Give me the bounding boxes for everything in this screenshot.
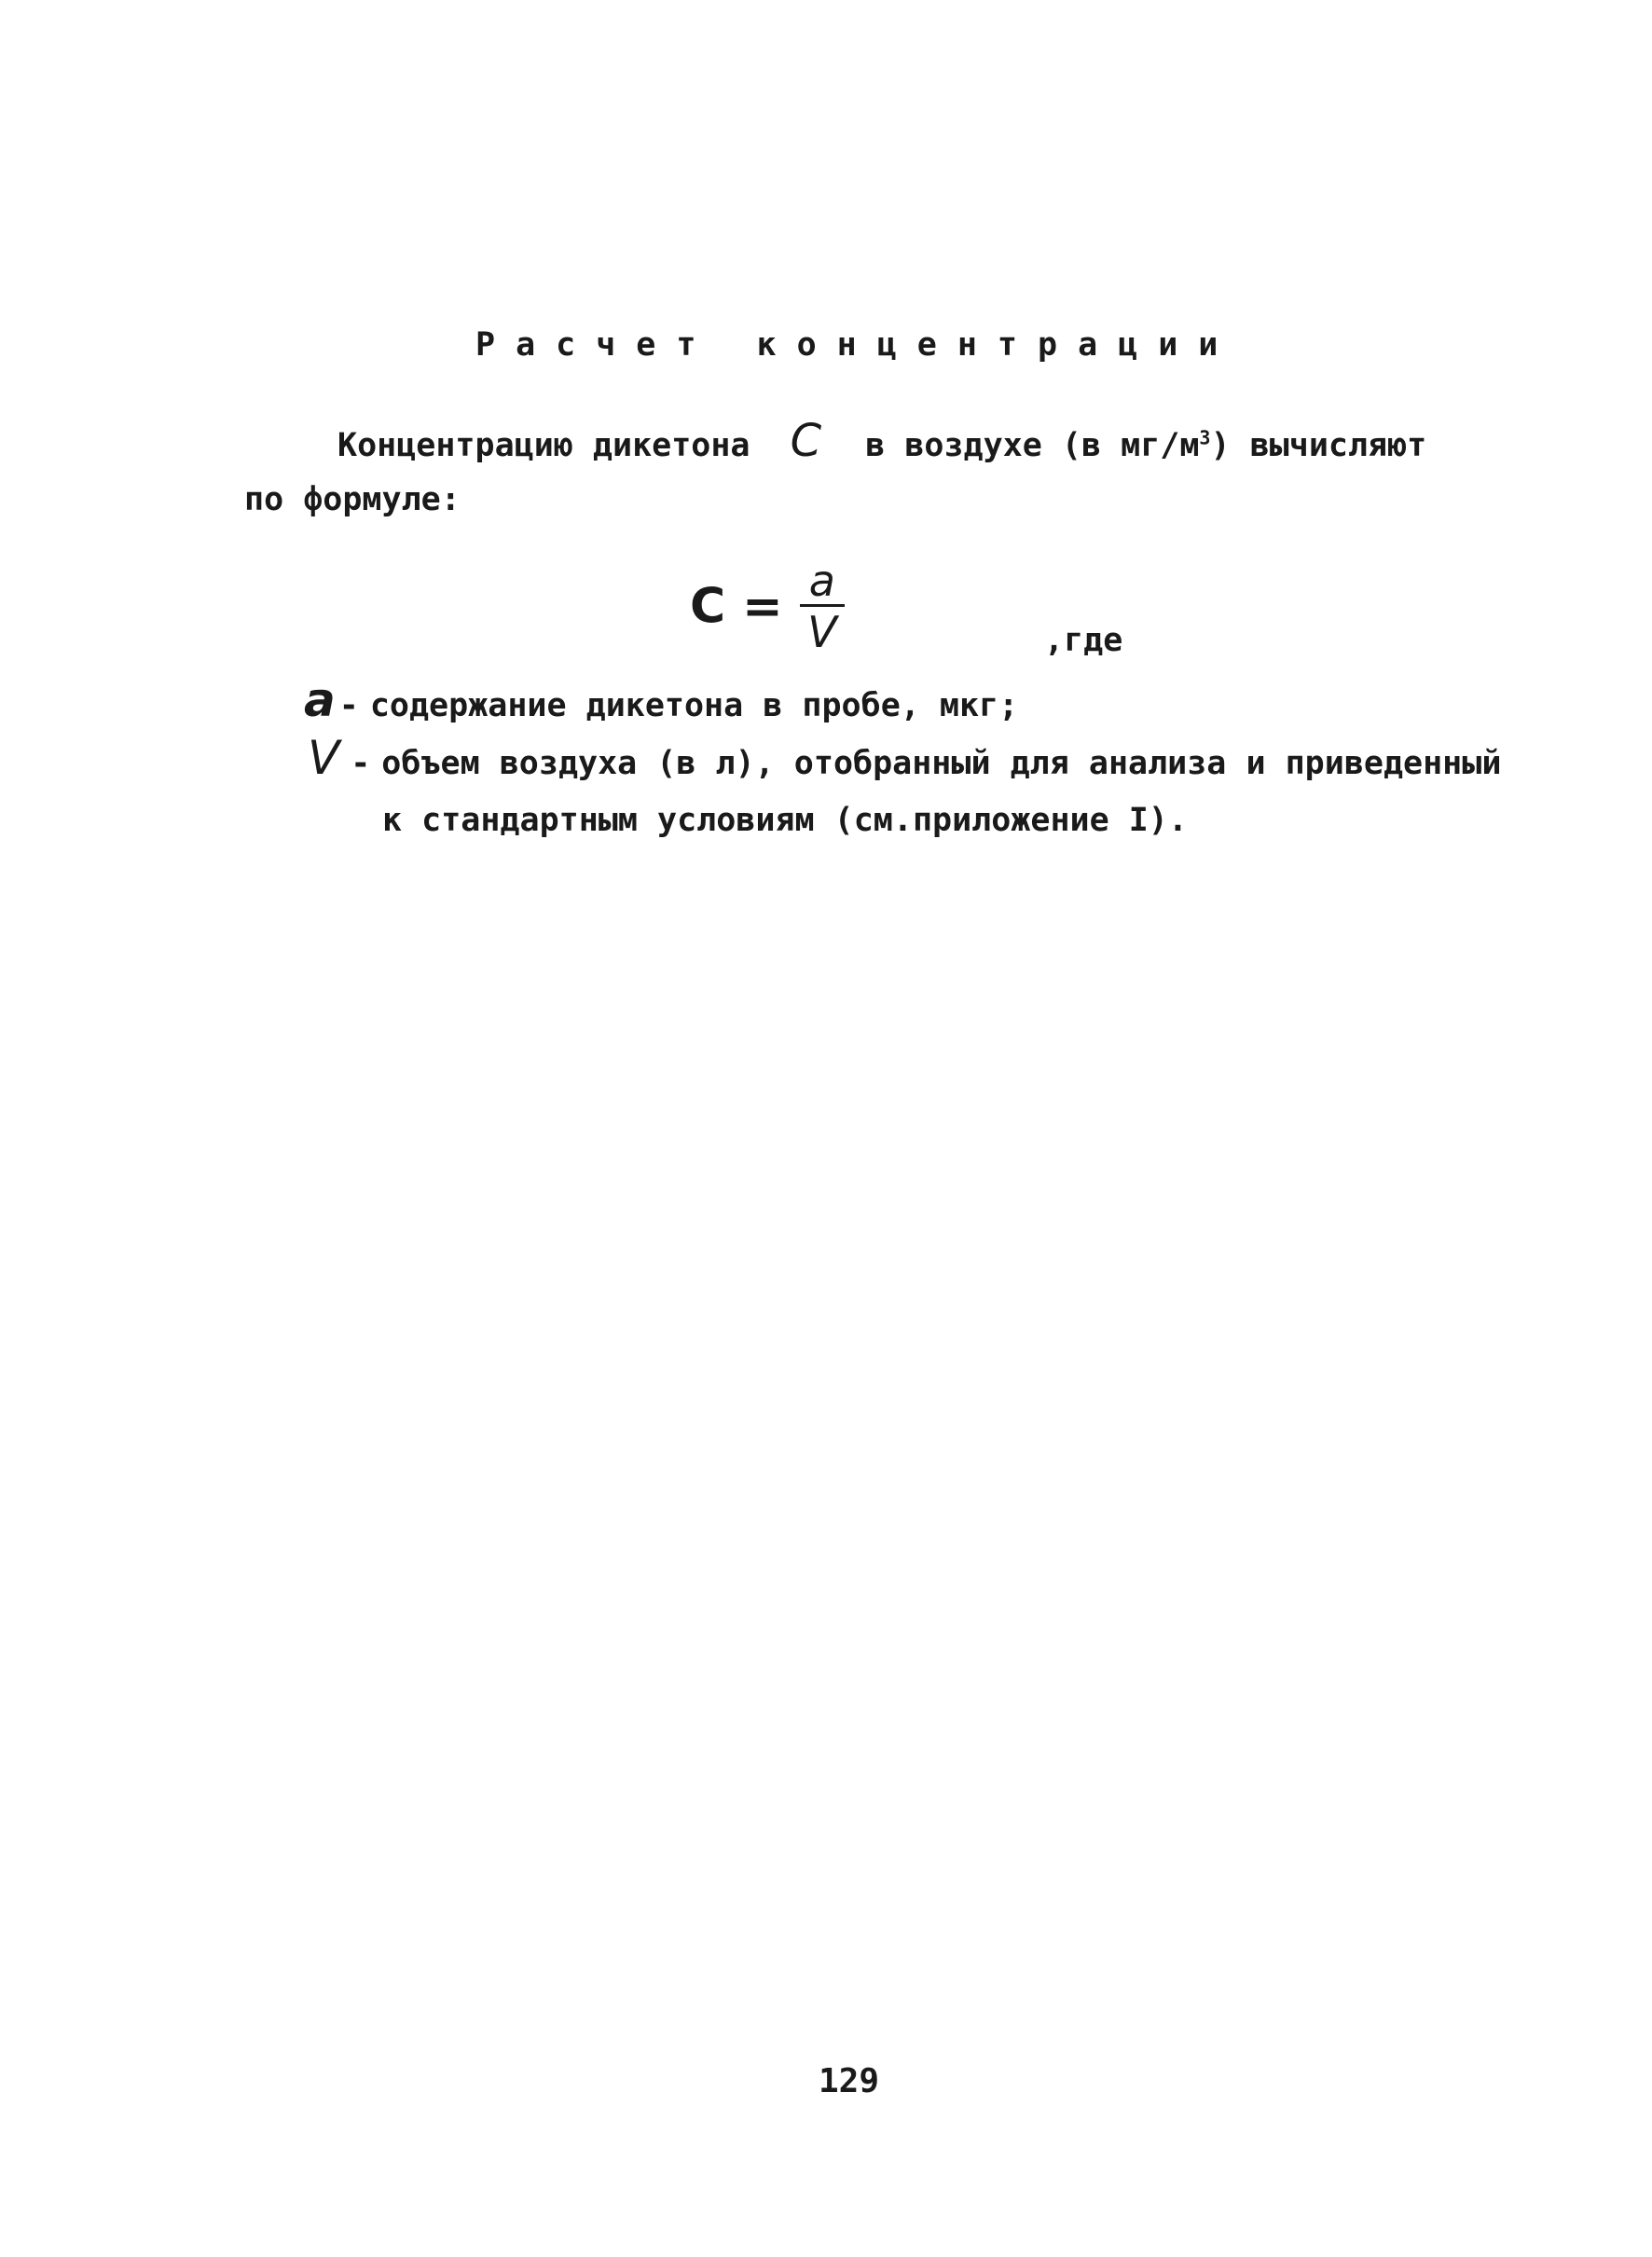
definition-v-text: объем воздуха (в л), отобранный для анализа и приведенный bbox=[381, 745, 1502, 782]
intro-text-part1: Концентрацию дикетона bbox=[337, 427, 750, 464]
definition-v-continuation: к стандартным условиям (см.приложение I). bbox=[382, 802, 1188, 839]
formula-denominator: V bbox=[807, 607, 837, 657]
definition-v-symbol: V bbox=[308, 731, 340, 785]
intro-superscript: 3 bbox=[1199, 426, 1211, 449]
intro-line-2: по формуле: bbox=[244, 481, 461, 518]
intro-text-part3: ) вычисляют bbox=[1210, 427, 1427, 464]
formula-fraction bbox=[800, 556, 845, 657]
formula-numerator: a bbox=[800, 559, 845, 607]
formula-lhs: C bbox=[690, 578, 726, 635]
intro-line-1 bbox=[337, 415, 1426, 467]
formula-equals: = bbox=[742, 578, 783, 635]
definition-a bbox=[304, 673, 1018, 727]
section-heading: Расчет концентрации bbox=[475, 326, 1239, 364]
formula-where: ,где bbox=[1044, 622, 1123, 659]
formula bbox=[690, 556, 845, 657]
intro-text-part2: в воздухе (в мг/м bbox=[865, 427, 1200, 464]
symbol-c: C bbox=[790, 415, 822, 467]
definition-v-dash: - bbox=[351, 745, 371, 782]
definition-a-dash: - bbox=[338, 687, 359, 724]
definition-a-symbol: a bbox=[304, 673, 336, 727]
page-number: 129 bbox=[819, 2062, 880, 2100]
definition-v bbox=[308, 731, 1501, 785]
definition-a-text: содержание дикетона в пробе, мкг; bbox=[369, 687, 1019, 724]
